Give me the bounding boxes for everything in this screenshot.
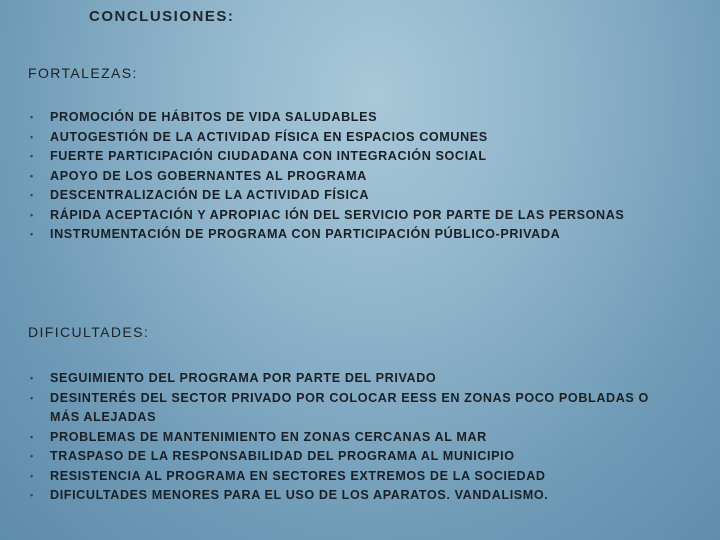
list-item-text: DESCENTRALIZACIÓN DE LA ACTIVIDAD FÍSICA (50, 188, 370, 202)
list-item-text: AUTOGESTIÓN DE LA ACTIVIDAD FÍSICA EN ESPACIOS COMUNES (50, 129, 488, 144)
list-item-text: SEGUIMIENTO DEL PROGRAMA POR PARTE DEL PRIVADO (50, 371, 437, 385)
bullet-icon: • (30, 451, 34, 461)
list-item (30, 389, 670, 428)
bullet-icon: • (30, 131, 34, 142)
bullet-icon: • (30, 373, 34, 383)
list-item-text: RÁPIDA ACEPTACIÓN Y APROPIAC IÓN DEL SERVICIO POR PARTE DE LAS PERSONAS (50, 207, 625, 222)
list-item-text: FUERTE PARTICIPACIÓN CIUDADANA CON INTEGRACIÓN SOCIAL (50, 149, 487, 163)
list-item-text: TRASPASO DE LA RESPONSABILIDAD DEL PROGRAMA AL MUNICIPIO (50, 449, 515, 463)
list-item (30, 486, 670, 506)
list-item-text: DIFICULTADES MENORES PARA EL USO DE LOS APARATOS. VANDALISMO. (50, 488, 549, 502)
slide-title: CONCLUSIONES: (89, 8, 235, 25)
list-item (30, 369, 670, 389)
list-item (30, 147, 670, 167)
bullet-icon: • (30, 112, 34, 122)
bullet-icon: • (30, 490, 34, 500)
list-item-text: PROMOCIÓN DE HÁBITOS DE VIDA SALUDABLES (50, 110, 378, 124)
bullet-icon: • (30, 170, 34, 181)
list-item (30, 206, 670, 226)
list-item (30, 225, 670, 245)
list-item (30, 428, 670, 448)
bullet-icon: • (30, 151, 34, 161)
list-item-text: RESISTENCIA AL PROGRAMA EN SECTORES EXTREMOS DE LA SOCIEDAD (50, 468, 546, 483)
bullet-icon: • (30, 190, 34, 200)
fortalezas-list (30, 108, 670, 245)
dificultades-list (30, 369, 670, 506)
dificultades-heading: DIFICULTADES: (28, 324, 150, 340)
list-item (30, 167, 670, 187)
list-item-text: APOYO DE LOS GOBERNANTES AL PROGRAMA (50, 168, 367, 183)
bullet-icon: • (30, 431, 34, 442)
list-item (30, 186, 670, 206)
bullet-icon: • (30, 229, 34, 239)
list-item-text: INSTRUMENTACIÓN DE PROGRAMA CON PARTICIPACIÓN PÚBLICO-PRIVADA (50, 227, 561, 241)
fortalezas-heading: FORTALEZAS: (28, 65, 138, 81)
list-item (30, 447, 670, 467)
bullet-icon: • (30, 392, 34, 403)
list-item-text: DESINTERÉS DEL SECTOR PRIVADO POR COLOCAR EESS EN ZONAS POCO POBLADAS O MÁS ALEJADAS (50, 390, 649, 424)
bullet-icon: • (30, 470, 34, 481)
list-item (30, 108, 670, 128)
bullet-icon: • (30, 209, 34, 220)
list-item-text: PROBLEMAS DE MANTENIMIENTO EN ZONAS CERCANAS AL MAR (50, 429, 487, 444)
list-item (30, 467, 670, 487)
list-item (30, 128, 670, 148)
